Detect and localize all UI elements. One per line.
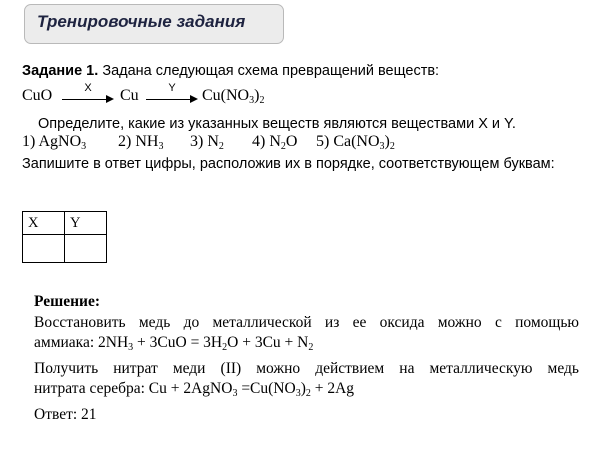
solution-line-3: Получить нитрат меди (II) можно действием на металлическую медь: [34, 359, 579, 377]
scheme-end: $Cu(NO_3)_2$: [202, 87, 265, 106]
task-heading: [22, 62, 584, 80]
solution-answer: Ответ: 21: [34, 405, 97, 423]
solution-line-1: Восстановить медь до металлической из ее оксида можно с помощью: [34, 313, 579, 331]
solution-title: Решение:: [34, 293, 101, 310]
option-5: 5) $Ca(NO_3)_2$: [316, 133, 395, 152]
option-3: 3) $N_2$: [190, 133, 224, 152]
reaction-scheme: [22, 83, 584, 109]
task-question: Определите, какие из указанных веществ являются веществами X и Y.: [38, 116, 516, 132]
task-block: [22, 62, 584, 174]
header-box: [24, 4, 284, 44]
task-intro: Задана следующая схема превращений веществ:: [102, 63, 440, 79]
scheme-arrow-y: [146, 83, 198, 109]
answer-table: [22, 211, 107, 263]
answer-options: [22, 133, 584, 155]
task-instruction: Запишите в ответ цифры, расположив их в порядке, соответствующем буквам:: [22, 156, 555, 172]
arrow-label-y: Y: [168, 82, 176, 94]
solution-block: [34, 292, 579, 425]
answer-cell-x[interactable]: [23, 235, 65, 263]
table-header-x: X: [23, 212, 65, 235]
option-4: 4) $N_2O$: [252, 133, 298, 152]
task-label: Задание 1.: [22, 63, 99, 79]
table-header-y: Y: [65, 212, 107, 235]
solution-line-2: аммиака: $2NH_3 + 3CuO = 3H_2O + 3Cu + N_2$: [34, 334, 314, 353]
scheme-arrow-x: [62, 83, 114, 109]
scheme-start: CuO: [22, 87, 53, 104]
solution-line-4: нитрата серебра: Cu + 2AgNO$_3$ $=Cu(NO_3)_2 + 2Ag$: [34, 380, 355, 399]
arrow-label-x: X: [84, 82, 92, 94]
option-2: 2) $NH_3$: [118, 133, 164, 152]
slide-title: Тренировочные задания: [37, 12, 246, 31]
option-1: 1) AgNO$_3$: [22, 133, 87, 152]
scheme-middle: Cu: [120, 87, 139, 104]
answer-cell-y[interactable]: [65, 235, 107, 263]
